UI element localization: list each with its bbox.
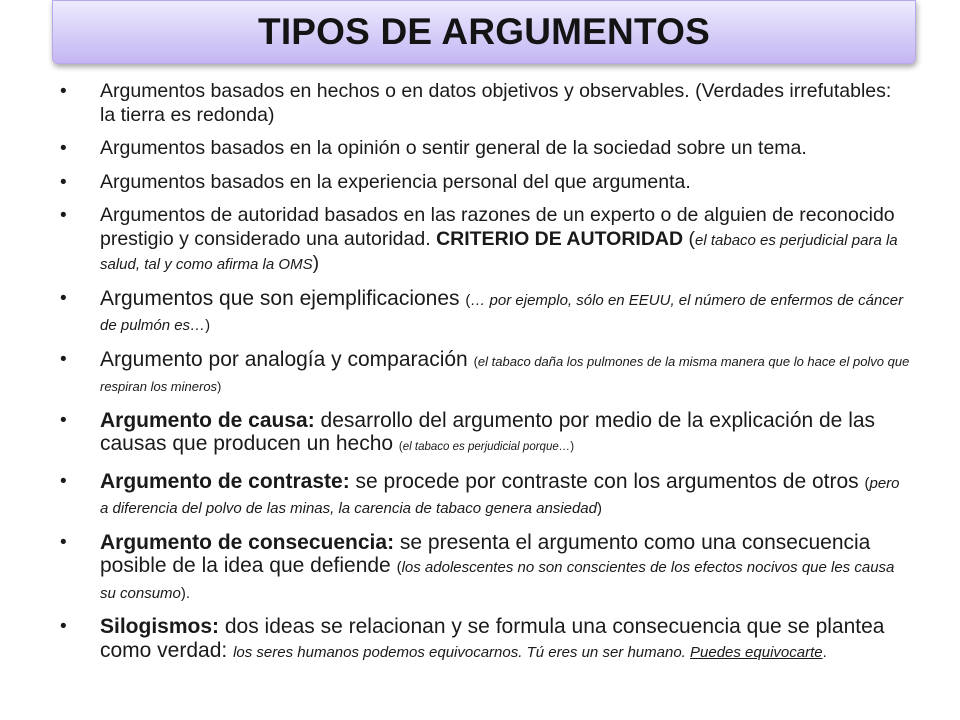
item-text: desarrollo del argumento por medio de la explicación de las causas que producen un hecho: [100, 408, 876, 455]
item-text: Argumentos de autoridad basados en las razones de un experto o de alguien de reconocido prestigio y considerado una autoridad.: [100, 204, 895, 250]
item-paren-open: (: [473, 353, 478, 369]
page-title: TIPOS DE ARGUMENTOS: [258, 11, 710, 52]
item-paren-close: ): [312, 252, 320, 274]
item-example: … por ejemplo, sólo en EEUU, el número de enfermos de cáncer de pulmón es…: [100, 291, 904, 334]
item-text: Argumentos basados en hechos o en datos objetivos y observables. (Verdades irrefutables: la tierra es redonda): [100, 80, 892, 126]
item-bold: Argumento de consecuencia:: [100, 530, 395, 554]
item-text: se procede por contraste con los argumentos de otros: [349, 469, 865, 493]
item-paren-close: ): [570, 441, 575, 453]
item-paren-close: ): [597, 500, 602, 517]
item-paren-close: ).: [180, 584, 191, 602]
list-item: [60, 615, 910, 664]
title-banner: [52, 0, 916, 64]
list-item: [60, 171, 910, 195]
item-example: pero a diferencia del polvo de las minas, la carencia de tabaco genera ansiedad: [100, 474, 900, 517]
item-text: dos ideas se relacionan y se formula una consecuencia que se plantea como verdad:: [100, 615, 885, 662]
item-paren-close: ): [217, 379, 222, 394]
bullet-list: [60, 80, 910, 674]
list-item: [60, 204, 910, 277]
item-text: Argumento por analogía y comparación: [100, 347, 474, 371]
item-paren-open: (: [398, 441, 403, 453]
item-text: Argumentos basados en la experiencia personal del que argumenta.: [100, 170, 691, 193]
item-example: el tabaco es perjudicial porque…: [402, 441, 571, 453]
item-paren-close: ): [205, 317, 211, 334]
item-paren-open: (: [396, 559, 402, 576]
item-paren-open: (: [465, 291, 471, 309]
list-item: [60, 287, 910, 338]
list-item: [60, 80, 910, 127]
item-bold: CRITERIO DE AUTORIDAD: [436, 227, 684, 250]
item-paren-open: (: [864, 474, 870, 492]
item-paren-close: .: [822, 643, 827, 661]
item-example: el tabaco daña los pulmones de la misma manera que lo hace el polvo que respiran los mineros: [100, 353, 910, 394]
item-paren-open: (: [683, 227, 695, 250]
item-text: Argumentos basados en la opinión o sentir general de la sociedad sobre un tema.: [100, 137, 807, 159]
item-bold: Silogismos:: [100, 615, 220, 638]
item-underlined: Puedes equivocarte: [690, 643, 823, 661]
list-item: [60, 531, 910, 606]
list-item: [60, 348, 910, 399]
list-item: [60, 470, 910, 521]
item-bold: Argumento de contraste:: [100, 469, 350, 493]
item-example: el tabaco es perjudicial para la salud, tal y como afirma la OMS: [100, 231, 898, 273]
item-example: los seres humanos podemos equivocarnos. Tú eres un ser humano.: [233, 643, 690, 661]
item-example: los adolescentes no son conscientes de los efectos nocivos que les causa su consumo: [100, 559, 895, 602]
list-item: [60, 409, 910, 460]
item-text: se presenta el argumento como una consecuencia posible de la idea que defiende: [100, 530, 871, 577]
item-text: Argumentos que son ejemplificaciones: [100, 286, 466, 310]
item-bold: Argumento de causa:: [100, 408, 315, 432]
list-item: [60, 137, 910, 161]
